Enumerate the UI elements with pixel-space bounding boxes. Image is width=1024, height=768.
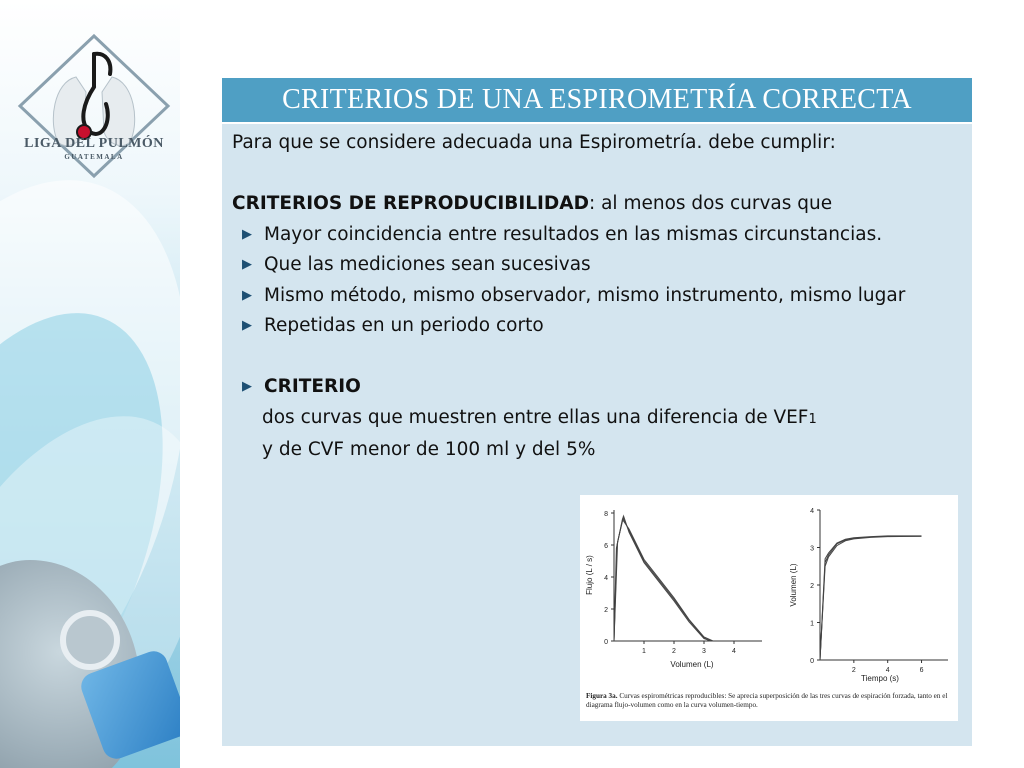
left-xlabel: Volumen (L) xyxy=(670,660,714,669)
x-tick-label: 1 xyxy=(642,648,646,655)
y-tick-label: 0 xyxy=(604,639,608,646)
triangle-bullet-icon: ▶ xyxy=(242,257,252,272)
y-tick-label: 2 xyxy=(810,583,814,590)
y-tick-label: 4 xyxy=(810,508,814,515)
series-line xyxy=(614,519,713,641)
criterio-item xyxy=(232,372,960,403)
y-tick-label: 6 xyxy=(604,543,608,550)
criterio-heading: CRITERIO xyxy=(264,376,361,397)
bullet-text: Mayor coincidencia entre resultados en las mismas circunstancias. xyxy=(264,223,883,245)
triangle-bullet-icon: ▶ xyxy=(242,287,252,303)
slide-title: CRITERIOS DE UNA ESPIROMETRÍA CORRECTA xyxy=(222,78,972,122)
y-tick-label: 4 xyxy=(604,575,608,582)
reproducibility-line xyxy=(232,189,960,220)
y-tick-label: 2 xyxy=(604,607,608,614)
left-decorative-panel xyxy=(0,0,180,768)
right-xlabel: Tiempo (s) xyxy=(861,674,899,683)
x-tick-label: 4 xyxy=(885,667,890,674)
x-tick-label: 2 xyxy=(851,667,856,674)
series-line xyxy=(820,536,922,660)
series-line xyxy=(820,536,922,660)
x-tick-label: 6 xyxy=(919,667,924,674)
triangle-bullet-icon: ▶ xyxy=(242,318,252,333)
intro-text: Para que se considere adecuada una Espirometría. debe cumplir: xyxy=(232,132,836,153)
y-tick-label: 0 xyxy=(810,658,814,665)
spirometry-charts xyxy=(580,495,958,691)
caption-label: Figura 3a. xyxy=(586,692,618,700)
logo-title: LIGA DEL PULMÓN xyxy=(24,136,164,151)
series-line xyxy=(614,516,712,641)
series-line xyxy=(614,518,710,641)
x-tick-label: 2 xyxy=(672,648,676,655)
criterio-text-1: dos curvas que muestren entre ellas una diferencia de VEF xyxy=(262,406,809,428)
triangle-bullet-icon: ▶ xyxy=(242,379,252,394)
x-tick-label: 3 xyxy=(702,648,706,655)
right-ylabel: Volumen (L) xyxy=(789,563,798,607)
reproducibility-rest: : al menos dos curvas que xyxy=(588,193,833,214)
bullet-text: Repetidas en un periodo corto xyxy=(264,315,544,336)
y-tick-label: 1 xyxy=(810,620,814,628)
nose-clip xyxy=(60,610,120,670)
reproducibility-heading: CRITERIOS DE REPRODUCIBILIDAD xyxy=(232,193,589,214)
volume-time-plot xyxy=(789,508,948,683)
criterio-line-1 xyxy=(232,403,960,436)
bullet-text: Mismo método, mismo observador, mismo instrumento, mismo lugar xyxy=(264,284,906,306)
spirometry-figure xyxy=(580,495,958,721)
bullet-item xyxy=(232,281,944,312)
caption-text: Curvas espirométricas reproducibles: Se aprecia superposición de las tres curvas de espiración forzada, tanto en el diagrama flujo-volumen como en la curva volumen-tiempo. xyxy=(586,692,948,709)
logo-subtitle: GUATEMALA xyxy=(64,153,124,161)
bullet-text: Que las mediciones sean sucesivas xyxy=(264,254,591,275)
triangle-bullet-icon: ▶ xyxy=(242,226,252,242)
y-tick-label: 8 xyxy=(604,511,608,518)
flow-volume-plot xyxy=(585,510,762,669)
bullet-item xyxy=(232,220,960,251)
y-tick-label: 3 xyxy=(810,545,814,553)
x-tick-label: 4 xyxy=(732,648,736,655)
series-line xyxy=(820,536,922,660)
figure-caption xyxy=(586,692,954,709)
criterio-subscript: 1 xyxy=(808,411,817,427)
bullet-item xyxy=(232,250,960,281)
criterio-line-2: y de CVF menor de 100 ml y del 5% xyxy=(262,439,596,460)
bullet-item xyxy=(232,311,960,342)
left-ylabel: Flujo (L / s) xyxy=(585,555,594,595)
